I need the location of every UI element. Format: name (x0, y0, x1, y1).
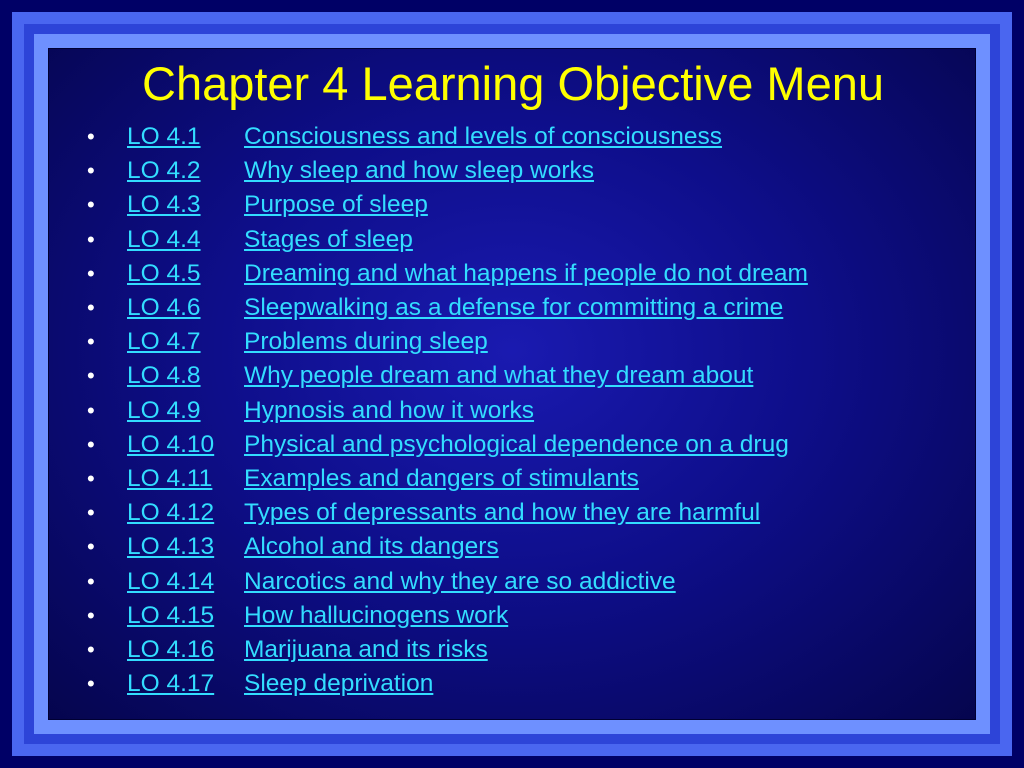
list-item (87, 599, 808, 633)
objective-text: Examples and dangers of stimulants (244, 464, 639, 492)
bullet-icon: • (87, 568, 95, 594)
bullet-icon: • (87, 158, 95, 184)
list-item (87, 154, 808, 188)
objective-code: LO 4.6 (127, 294, 201, 322)
learning-objective-link[interactable] (127, 191, 428, 219)
objective-code: LO 4.7 (127, 328, 201, 356)
bullet-icon: • (87, 226, 95, 252)
bullet-icon: • (87, 295, 95, 321)
learning-objective-link[interactable] (127, 431, 789, 459)
objective-text: Hypnosis and how it works (244, 396, 535, 424)
list-item (87, 564, 808, 598)
learning-objective-list (87, 120, 808, 701)
bullet-icon: • (87, 636, 95, 662)
bullet-icon: • (87, 602, 95, 628)
objective-code: LO 4.16 (127, 635, 215, 663)
bullet-icon: • (87, 500, 95, 526)
bullet-icon: • (87, 397, 95, 423)
bullet-icon: • (87, 260, 95, 286)
objective-code: LO 4.4 (127, 225, 201, 253)
objective-code: LO 4.5 (127, 259, 201, 287)
learning-objective-link[interactable] (127, 226, 413, 254)
objective-code: LO 4.15 (127, 601, 215, 629)
objective-text: Alcohol and its dangers (244, 533, 499, 561)
learning-objective-link[interactable] (127, 362, 753, 390)
objective-code: LO 4.17 (127, 670, 215, 698)
bullet-icon: • (87, 192, 95, 218)
objective-text: Physical and psychological dependence on a drug (244, 430, 789, 458)
objective-text: Consciousness and levels of consciousness (244, 123, 723, 151)
objective-code: LO 4.13 (127, 533, 215, 561)
learning-objective-link[interactable] (127, 499, 760, 527)
objective-code: LO 4.9 (127, 396, 201, 424)
objective-code: LO 4.3 (127, 191, 201, 219)
bullet-icon: • (87, 124, 95, 150)
bullet-icon: • (87, 363, 95, 389)
objective-text: Sleep deprivation (244, 670, 434, 698)
objective-text: How hallucinogens work (244, 601, 509, 629)
learning-objective-link[interactable] (127, 328, 488, 356)
objective-text: Marijuana and its risks (244, 635, 488, 663)
objective-code: LO 4.10 (127, 430, 215, 458)
objective-text: Stages of sleep (244, 225, 413, 253)
learning-objective-link[interactable] (127, 260, 808, 288)
bullet-icon: • (87, 671, 95, 697)
learning-objective-link[interactable] (127, 636, 488, 664)
learning-objective-link[interactable] (127, 465, 639, 493)
list-item (87, 359, 808, 393)
bullet-icon: • (87, 534, 95, 560)
list-item (87, 223, 808, 257)
slide-title: Chapter 4 Learning Objective Menu (142, 57, 884, 110)
objective-code: LO 4.1 (127, 123, 201, 151)
bullet-icon: • (87, 329, 95, 355)
objective-text: Sleepwalking as a defense for committing a crime (244, 294, 784, 322)
objective-text: Types of depressants and how they are harmful (244, 499, 761, 527)
list-item (87, 462, 808, 496)
objective-text: Purpose of sleep (244, 191, 428, 219)
list-item (87, 291, 808, 325)
list-item (87, 496, 808, 530)
objective-text: Problems during sleep (244, 328, 488, 356)
bullet-icon: • (87, 431, 95, 457)
learning-objective-link[interactable] (127, 123, 722, 151)
list-item (87, 325, 808, 359)
slide-content (48, 48, 976, 720)
list-item (87, 188, 808, 222)
objective-code: LO 4.11 (127, 464, 213, 492)
learning-objective-link[interactable] (127, 670, 433, 698)
list-item (87, 257, 808, 291)
objective-code: LO 4.14 (127, 567, 215, 595)
list-item (87, 667, 808, 701)
learning-objective-link[interactable] (127, 568, 676, 596)
objective-text: Why sleep and how sleep works (244, 157, 594, 185)
learning-objective-link[interactable] (127, 294, 783, 322)
list-item (87, 394, 808, 428)
learning-objective-link[interactable] (127, 533, 499, 561)
learning-objective-link[interactable] (127, 397, 534, 425)
list-item (87, 633, 808, 667)
learning-objective-link[interactable] (127, 157, 594, 185)
list-item (87, 120, 808, 154)
objective-code: LO 4.2 (127, 157, 201, 185)
objective-text: Dreaming and what happens if people do not dream (244, 259, 808, 287)
objective-text: Why people dream and what they dream about (244, 362, 754, 390)
bullet-icon: • (87, 465, 95, 491)
objective-code: LO 4.12 (127, 499, 215, 527)
objective-code: LO 4.8 (127, 362, 201, 390)
learning-objective-link[interactable] (127, 602, 508, 630)
list-item (87, 428, 808, 462)
objective-text: Narcotics and why they are so addictive (244, 567, 676, 595)
list-item (87, 530, 808, 564)
